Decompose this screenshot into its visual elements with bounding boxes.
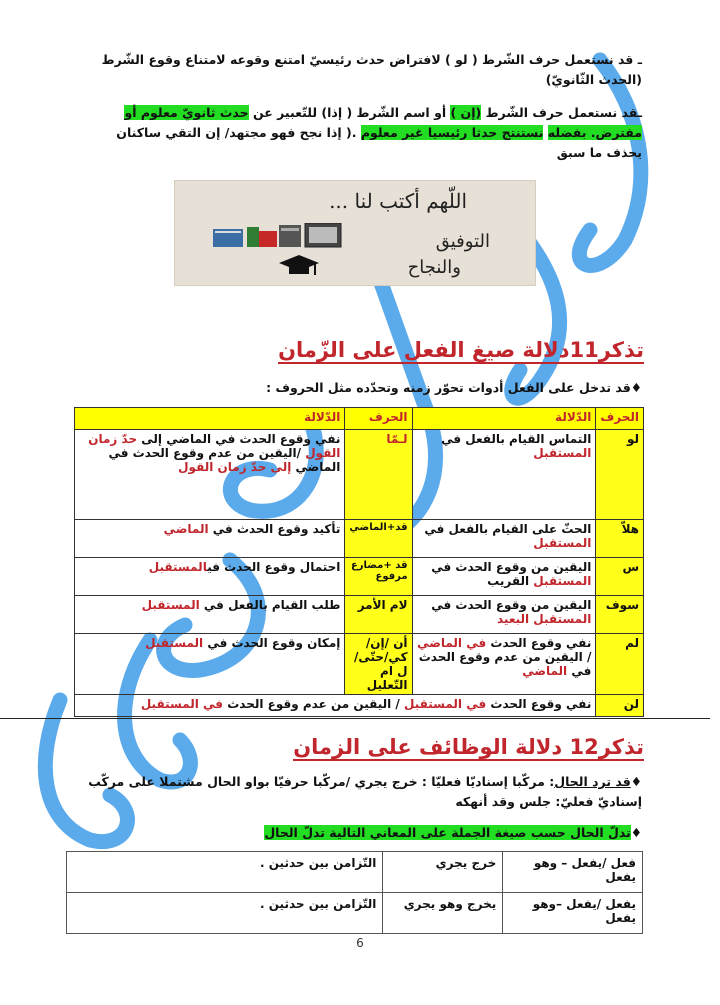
meaning-lam xyxy=(412,634,596,695)
section-11-bullet-text: قد تدخل على الفعل أدوات تحوّر زمنه وتحدّده مثل الحروف : xyxy=(266,380,631,395)
header-meaning-right: الدّلالة xyxy=(412,408,596,430)
meaning-lan xyxy=(75,695,596,717)
meaning-sa-tail: القريب xyxy=(487,574,530,588)
section-12-bullet-2-text: تدلّ الحال حسب صيغة الجملة على المعاني التالية تدلّ الحال xyxy=(264,825,631,840)
meaning-sa-tense: المستقبل xyxy=(533,574,592,588)
prayer-line-2: التوفيق xyxy=(435,231,490,252)
letter-an-group: أن /إن/كي/حتّى/ل ام التّعليل xyxy=(345,634,412,695)
hal-example-2: يخرج وهو يجري xyxy=(383,893,503,934)
intro-in-highlight: (إن ) xyxy=(450,105,482,120)
section-12-bullet-2 xyxy=(77,823,642,843)
section-12-title-a: تذكر xyxy=(598,735,644,759)
meaning-law xyxy=(412,430,596,520)
qad-present-tense: المستقبل xyxy=(148,560,208,574)
lamma-m3: /اليقين من عدم وقوع الحدث في الماضي xyxy=(108,446,341,474)
letter-law: لو xyxy=(596,430,644,520)
section-12-bullet-1 xyxy=(77,772,642,812)
section-11-number: 11 xyxy=(569,338,599,362)
meaning-sawfa-tense: المستقبل البعيد xyxy=(497,612,592,626)
hal-meaning-2: التّزامن بين حدثين . xyxy=(67,893,383,934)
qad-past-text: تأكيد وقوع الحدث في xyxy=(212,522,341,536)
particles-table xyxy=(74,407,644,717)
lan-b: / اليقين من عدم وقوع الحدث xyxy=(227,697,400,711)
books-icon xyxy=(213,223,343,249)
intro-line-2b: أو اسم الشّرط ( إذا) للتّعبير عن xyxy=(252,105,447,120)
letter-sawfa: سوف xyxy=(596,596,644,634)
meaning-qad-past xyxy=(75,520,345,558)
lamma-m4: إلى حدّ xyxy=(250,460,292,474)
section-11-bullet xyxy=(77,378,642,398)
lan-r1: في المستقبل xyxy=(404,697,487,711)
meaning-law-tense: المستقبل xyxy=(533,446,592,460)
diamond-bullet-icon: ♦ xyxy=(630,380,642,395)
meaning-halla-text: الحثّ على القيام بالفعل في xyxy=(424,522,592,536)
lam-a: نفي وقوع الحدث xyxy=(490,636,592,650)
meaning-halla-tense: المستقبل xyxy=(533,536,592,550)
intro-line-2a: ـقد نستعمل حرف الشّرط xyxy=(485,105,642,120)
letter-lan: لن xyxy=(596,695,644,717)
page-number: 6 xyxy=(356,936,364,950)
lan-a: نفي وقوع الحدث xyxy=(490,697,592,711)
meaning-sawfa xyxy=(412,596,596,634)
divider-line xyxy=(0,718,710,719)
hal-form-2: يفعل /يفعل –وهو يفعل xyxy=(503,893,643,934)
section-12-bullet-1-label: قد ترد الحال xyxy=(554,774,631,789)
prayer-image xyxy=(174,180,536,286)
meaning-lam-amr xyxy=(75,596,345,634)
lamma-m2: حدّ زمان القول xyxy=(88,432,341,460)
lan-r2: في المستقبل xyxy=(140,697,224,711)
section-11-title-b: دلالة صيغ الفعل على الزّمان xyxy=(278,338,570,362)
intro-paragraph-2 xyxy=(77,103,642,163)
letter-lam: لم xyxy=(596,634,644,695)
lam-red1: في الماضي xyxy=(417,636,487,650)
header-letter-right: الحرف xyxy=(596,408,644,430)
meaning-law-text: التماس القيام بالفعل في xyxy=(441,432,592,446)
section-11-title xyxy=(278,338,644,362)
section-12-bullet-1-text: : مركّبا إسناديّا فعليّا : خرج يجري /مركّبا حرفيّا بواو الحال مشتملا على مركّب إسناديّ فعليّ: جلس وقد أنهكه xyxy=(88,774,642,809)
qad-past-tense: الماضي xyxy=(163,522,209,536)
hal-meanings-table xyxy=(66,851,643,934)
section-11-title-a: تذكر xyxy=(598,338,644,362)
meaning-lamma xyxy=(75,430,345,520)
letter-lam-amr: لام الأمر xyxy=(345,596,412,634)
section-12-title xyxy=(293,735,644,759)
meaning-halla xyxy=(412,520,596,558)
meaning-qad-present xyxy=(75,558,345,596)
section-12-number: 12 xyxy=(569,735,599,759)
header-letter-left: الحرف xyxy=(345,408,412,430)
letter-qad-past: قد+الماضي xyxy=(345,520,412,558)
hal-example-1: خرج يجري xyxy=(383,852,503,893)
diamond-bullet-icon: ♦ xyxy=(630,825,642,840)
intro-paragraph-1 xyxy=(77,50,642,90)
lamma-m5: زمان القول xyxy=(178,460,247,474)
letter-sa: س xyxy=(596,558,644,596)
lam-amr-text: طلب القيام بالفعل في xyxy=(203,598,341,612)
meaning-sawfa-text: اليقين من وقوع الحدث في xyxy=(431,598,592,612)
hal-meaning-1: التّزامن بين حدثين . xyxy=(67,852,383,893)
header-meaning-left: الدّلالة xyxy=(75,408,345,430)
letter-halla: هلاّ xyxy=(596,520,644,558)
an-group-tense: المستقبل xyxy=(145,636,204,650)
diamond-bullet-icon: ♦ xyxy=(630,774,642,789)
meaning-sa xyxy=(412,558,596,596)
meaning-an-group xyxy=(75,634,345,695)
intro-highlight-unknown: نستنتج حدثا رئيسيا غير معلوم xyxy=(360,125,544,140)
graduation-cap-icon xyxy=(277,253,321,279)
an-group-text: إمكان وقوع الحدث في xyxy=(207,636,341,650)
hal-form-1: فعل /يفعل – وهو يفعل xyxy=(503,852,643,893)
intro-line-2e: .( إذا نجح فهو مجتهد/ إن التقي ساكنان يحذف ما سبق xyxy=(116,125,642,160)
lam-red2: الماضي xyxy=(522,664,568,678)
intro-line-1: ـ قد نستعمل حرف الشّرط ( لو ) لافتراض حدث رئيسيّ امتنع وقوعه لامتناع وقوع الشّرط (الحدث الثّانويّ) xyxy=(101,52,642,87)
lam-b: / اليقين من عدم وقوع الحدث في xyxy=(418,650,592,678)
lamma-m1: نفي وقوع الحدث في الماضي إلى xyxy=(141,432,341,446)
prayer-line-3: والنجاح xyxy=(407,257,461,278)
letter-qad-present: قد +مضارع مرفوع xyxy=(345,558,412,596)
section-12-title-b: دلالة الوظائف على الزمان xyxy=(293,735,563,759)
lam-amr-tense: المستقبل xyxy=(141,598,200,612)
letter-lamma: لـمّا xyxy=(345,430,412,520)
qad-present-text: احتمال وقوع الحدث في xyxy=(207,560,341,574)
meaning-sa-text: اليقين من وقوع الحدث في xyxy=(431,560,592,574)
intro-highlight-known: حدث ثانويّ معلوم أو مفترض. بفضله xyxy=(124,105,642,140)
prayer-line-1: اللّهم أكتب لنا ... xyxy=(329,189,467,213)
